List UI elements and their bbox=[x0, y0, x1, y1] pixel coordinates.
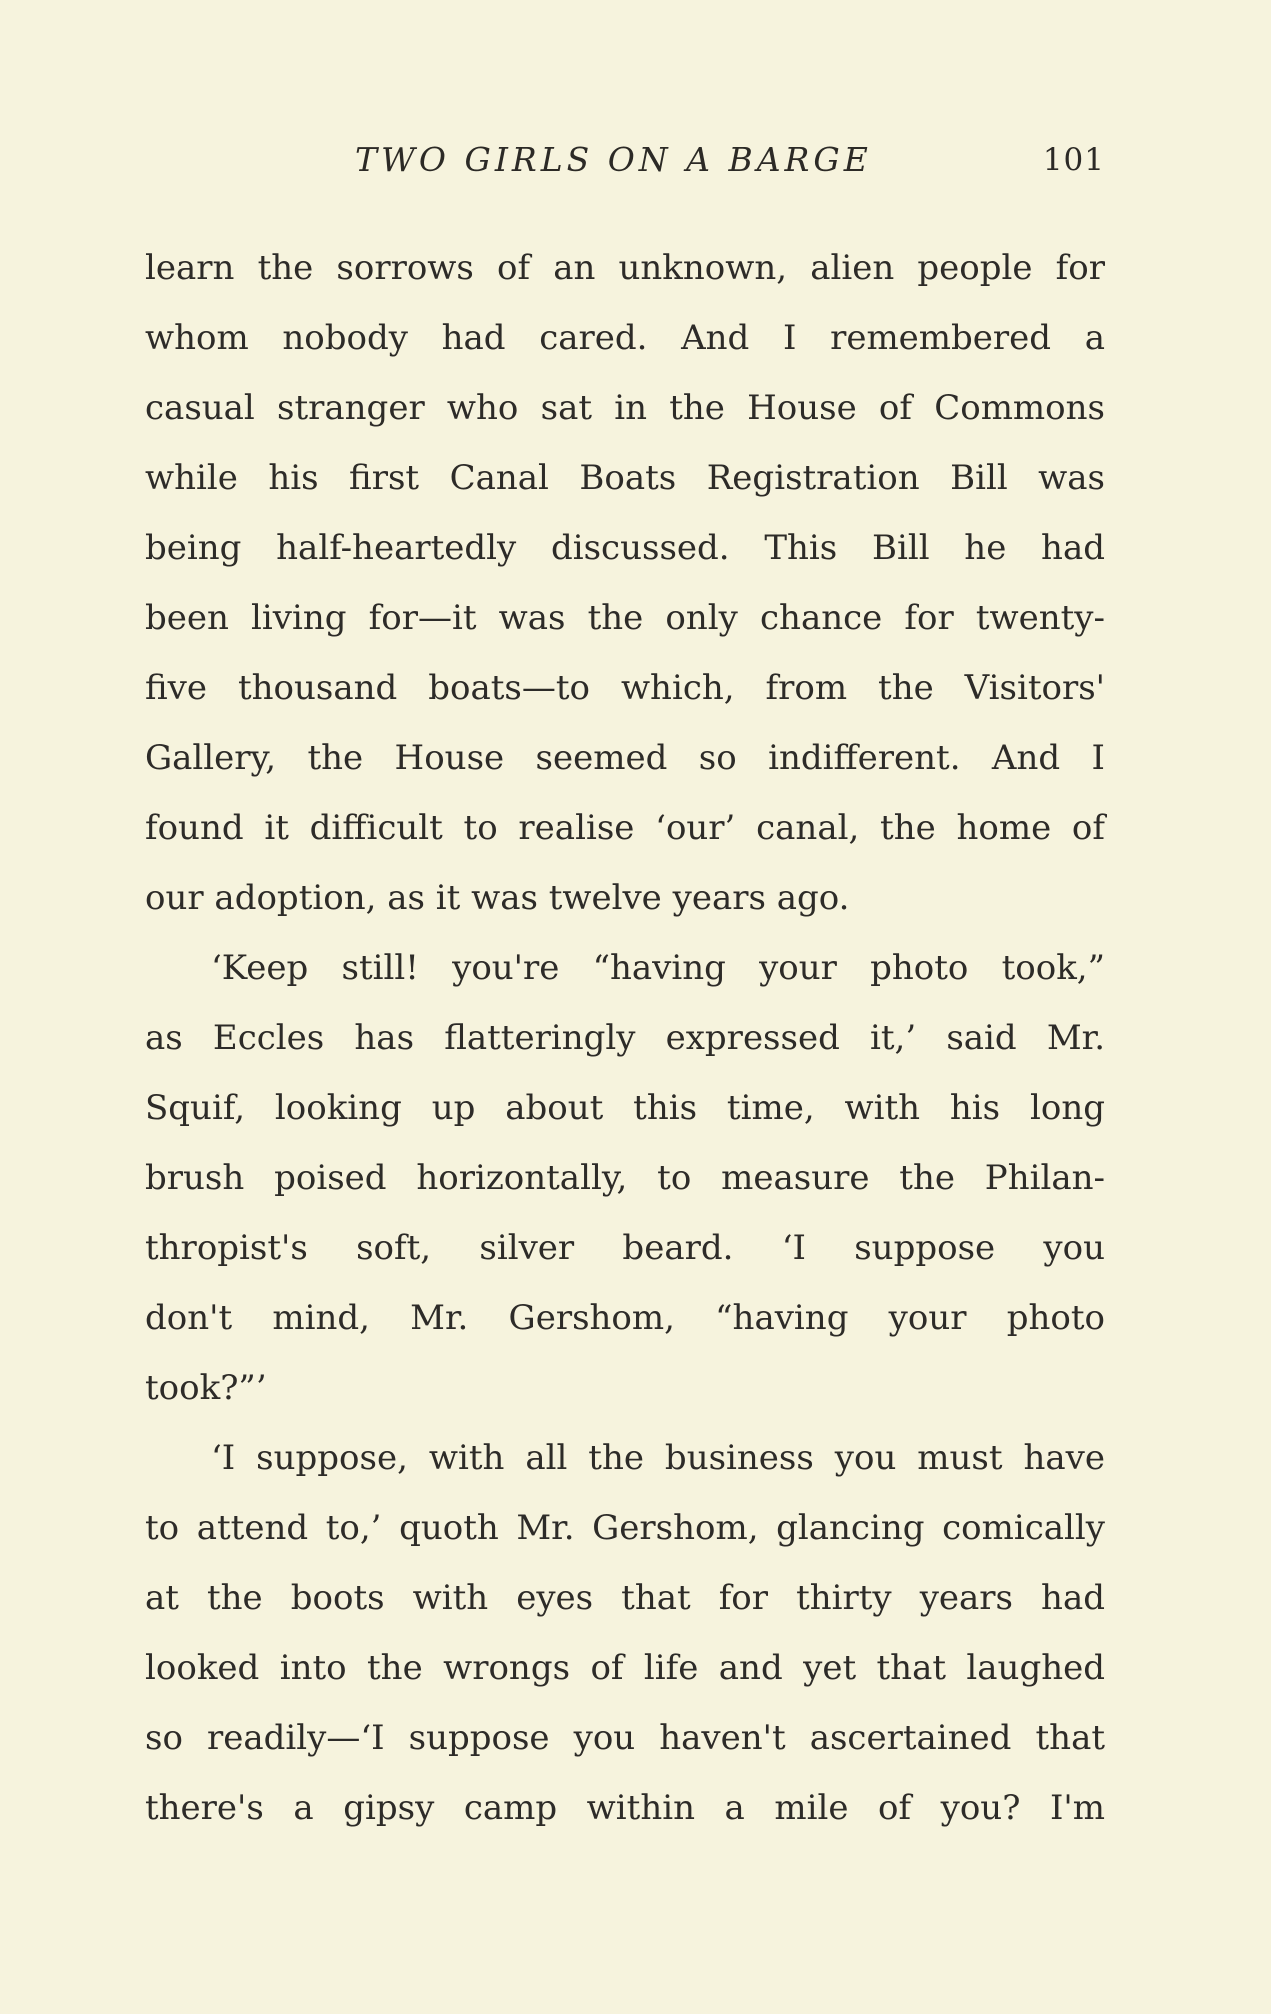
text-line: casual stranger who sat in the House of Commons bbox=[145, 388, 1105, 428]
text-line: ‘I suppose, with all the business you must have bbox=[211, 1438, 1105, 1478]
running-title: TWO GIRLS ON A BARGE bbox=[355, 140, 872, 179]
text-line: Squif, looking up about this time, with his long bbox=[145, 1088, 1105, 1128]
text-line: brush poised horizontally, to measure the Philan- bbox=[145, 1158, 1105, 1198]
text-line: to attend to,’ quoth Mr. Gershom, glancing comically bbox=[145, 1508, 1105, 1548]
text-line: been living for—it was the only chance for twenty- bbox=[145, 598, 1105, 638]
text-line: as Eccles has flatteringly expressed it,’ said Mr. bbox=[145, 1018, 1105, 1058]
text-line: at the boots with eyes that for thirty years had bbox=[145, 1578, 1105, 1618]
text-line: so readily—‘I suppose you haven't ascertained that bbox=[145, 1718, 1105, 1758]
text-line: looked into the wrongs of life and yet that laughed bbox=[145, 1648, 1105, 1688]
text-line: learn the sorrows of an unknown, alien people for bbox=[145, 248, 1105, 288]
text-line: found it difficult to realise ‘our’ canal, the home of bbox=[145, 808, 1105, 848]
text-line: don't mind, Mr. Gershom, “having your photo bbox=[145, 1298, 1105, 1338]
page-number: 101 bbox=[1042, 142, 1105, 178]
text-line: thropist's soft, silver beard. ‘I suppose you bbox=[145, 1228, 1105, 1268]
text-line: Gallery, the House seemed so indifferent. And I bbox=[145, 738, 1105, 778]
text-line: while his first Canal Boats Registration Bill was bbox=[145, 458, 1105, 498]
text-line: our adoption, as it was twelve years ago. bbox=[145, 878, 850, 918]
body-text bbox=[145, 233, 1105, 1843]
text-line: took?”’ bbox=[145, 1368, 267, 1408]
text-line: being half-heartedly discussed. This Bill he had bbox=[145, 528, 1105, 568]
running-head bbox=[145, 140, 1105, 190]
text-line: ‘Keep still! you're “having your photo took,” bbox=[211, 948, 1105, 988]
text-line: there's a gipsy camp within a mile of you? I'm bbox=[145, 1788, 1105, 1828]
text-line: whom nobody had cared. And I remembered a bbox=[145, 318, 1105, 358]
text-line: five thousand boats—to which, from the Visitors' bbox=[145, 668, 1105, 708]
